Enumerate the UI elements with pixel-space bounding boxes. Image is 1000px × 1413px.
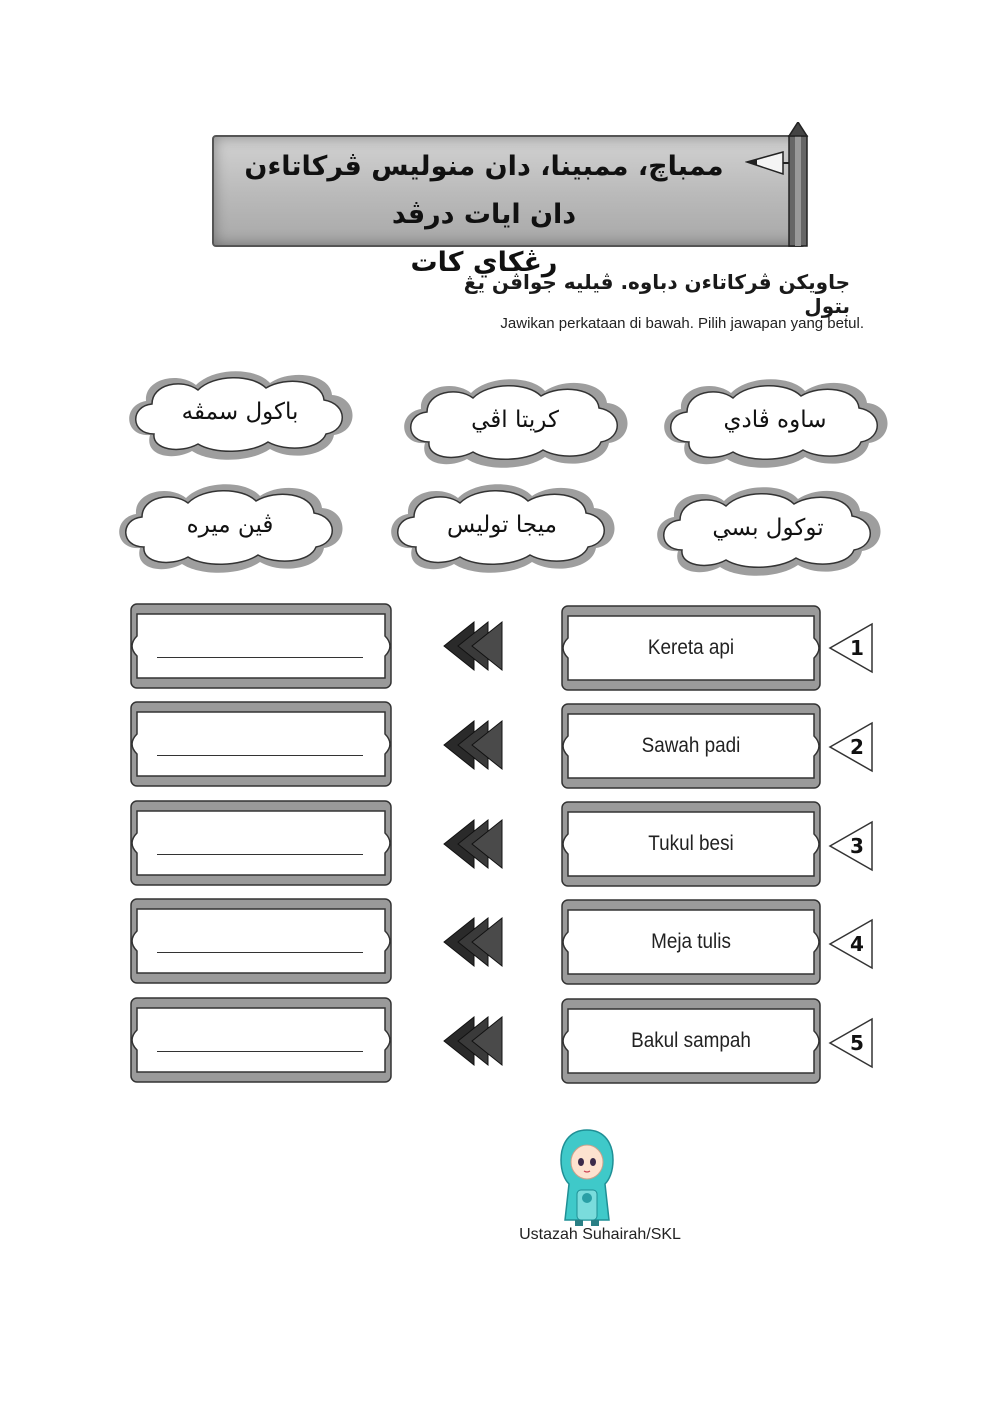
cloud-label: توكول بسي (712, 515, 824, 541)
word-label: Kereta api (647, 636, 735, 659)
cloud-label: ساوه ڤادي (723, 407, 827, 433)
word-box-1 (558, 602, 824, 694)
number-label: 2 (850, 735, 864, 759)
answer-box-1[interactable] (125, 600, 397, 692)
word-box-5 (558, 995, 824, 1087)
number-label: 3 (850, 834, 864, 858)
answer-frame (125, 600, 397, 692)
author-credit: Ustazah Suhairah/SKL (519, 1226, 681, 1243)
cloud-label: ڤين ميره (186, 512, 274, 538)
answer-box-3[interactable] (125, 797, 397, 889)
number-tab-5 (828, 1015, 874, 1071)
number-tab-3 (828, 818, 874, 874)
double-left-arrow-icon (440, 914, 508, 970)
title-line-2: رڠكاي كات (410, 247, 558, 278)
answer-line (157, 755, 363, 756)
number-tab-1 (828, 620, 874, 676)
cloud-label: ميجا توليس (447, 512, 557, 538)
cloud-word-2[interactable] (395, 370, 635, 470)
answer-box-2[interactable] (125, 698, 397, 790)
double-left-arrow-icon (440, 618, 508, 674)
answer-frame (125, 797, 397, 889)
answer-line (157, 657, 363, 658)
cloud-word-3[interactable] (655, 370, 895, 470)
word-label: Sawah padi (641, 734, 741, 757)
answer-box-4[interactable] (125, 895, 397, 987)
double-left-arrow-icon (440, 717, 508, 773)
number-tab-4 (828, 916, 874, 972)
answer-box-5[interactable] (125, 994, 397, 1086)
cloud-word-4[interactable] (110, 475, 350, 575)
cloud-label: باكول سمڤه (181, 399, 299, 425)
cloud-label: كريتا اڤي (471, 407, 559, 433)
hijab-girl-avatar (557, 1128, 617, 1228)
double-left-arrow-icon (440, 816, 508, 872)
pencil-icon (745, 122, 815, 248)
answer-frame (125, 994, 397, 1086)
cloud-word-5[interactable] (382, 475, 622, 575)
answer-line (157, 952, 363, 953)
word-box-3 (558, 798, 824, 890)
cloud-word-1[interactable] (120, 362, 360, 462)
title-line-1: ممباچ، ممبينا، دان منوليس ڤركاتاءن دان ايات درڤد (244, 151, 724, 230)
answer-frame (125, 895, 397, 987)
answer-frame (125, 698, 397, 790)
title-banner (212, 135, 806, 278)
word-label: Meja tulis (651, 930, 731, 953)
instruction-jawi: جاويكن ڤركاتاءن دباوه. ڤيليه جواڤن يڠ بتول (463, 270, 850, 318)
number-tab-2 (828, 719, 874, 775)
title-text (224, 143, 744, 287)
double-left-arrow-icon (440, 1013, 508, 1069)
cloud-word-6[interactable] (648, 478, 888, 578)
number-label: 4 (850, 932, 864, 956)
number-label: 1 (850, 636, 864, 660)
answer-line (157, 854, 363, 855)
number-label: 5 (850, 1031, 864, 1055)
word-box-2 (558, 700, 824, 792)
word-box-4 (558, 896, 824, 988)
word-label: Tukul besi (648, 832, 734, 855)
instruction-rumi: Jawikan perkataan di bawah. Pilih jawapan yang betul. (500, 315, 864, 332)
word-label: Bakul sampah (631, 1029, 751, 1052)
answer-line (157, 1051, 363, 1052)
